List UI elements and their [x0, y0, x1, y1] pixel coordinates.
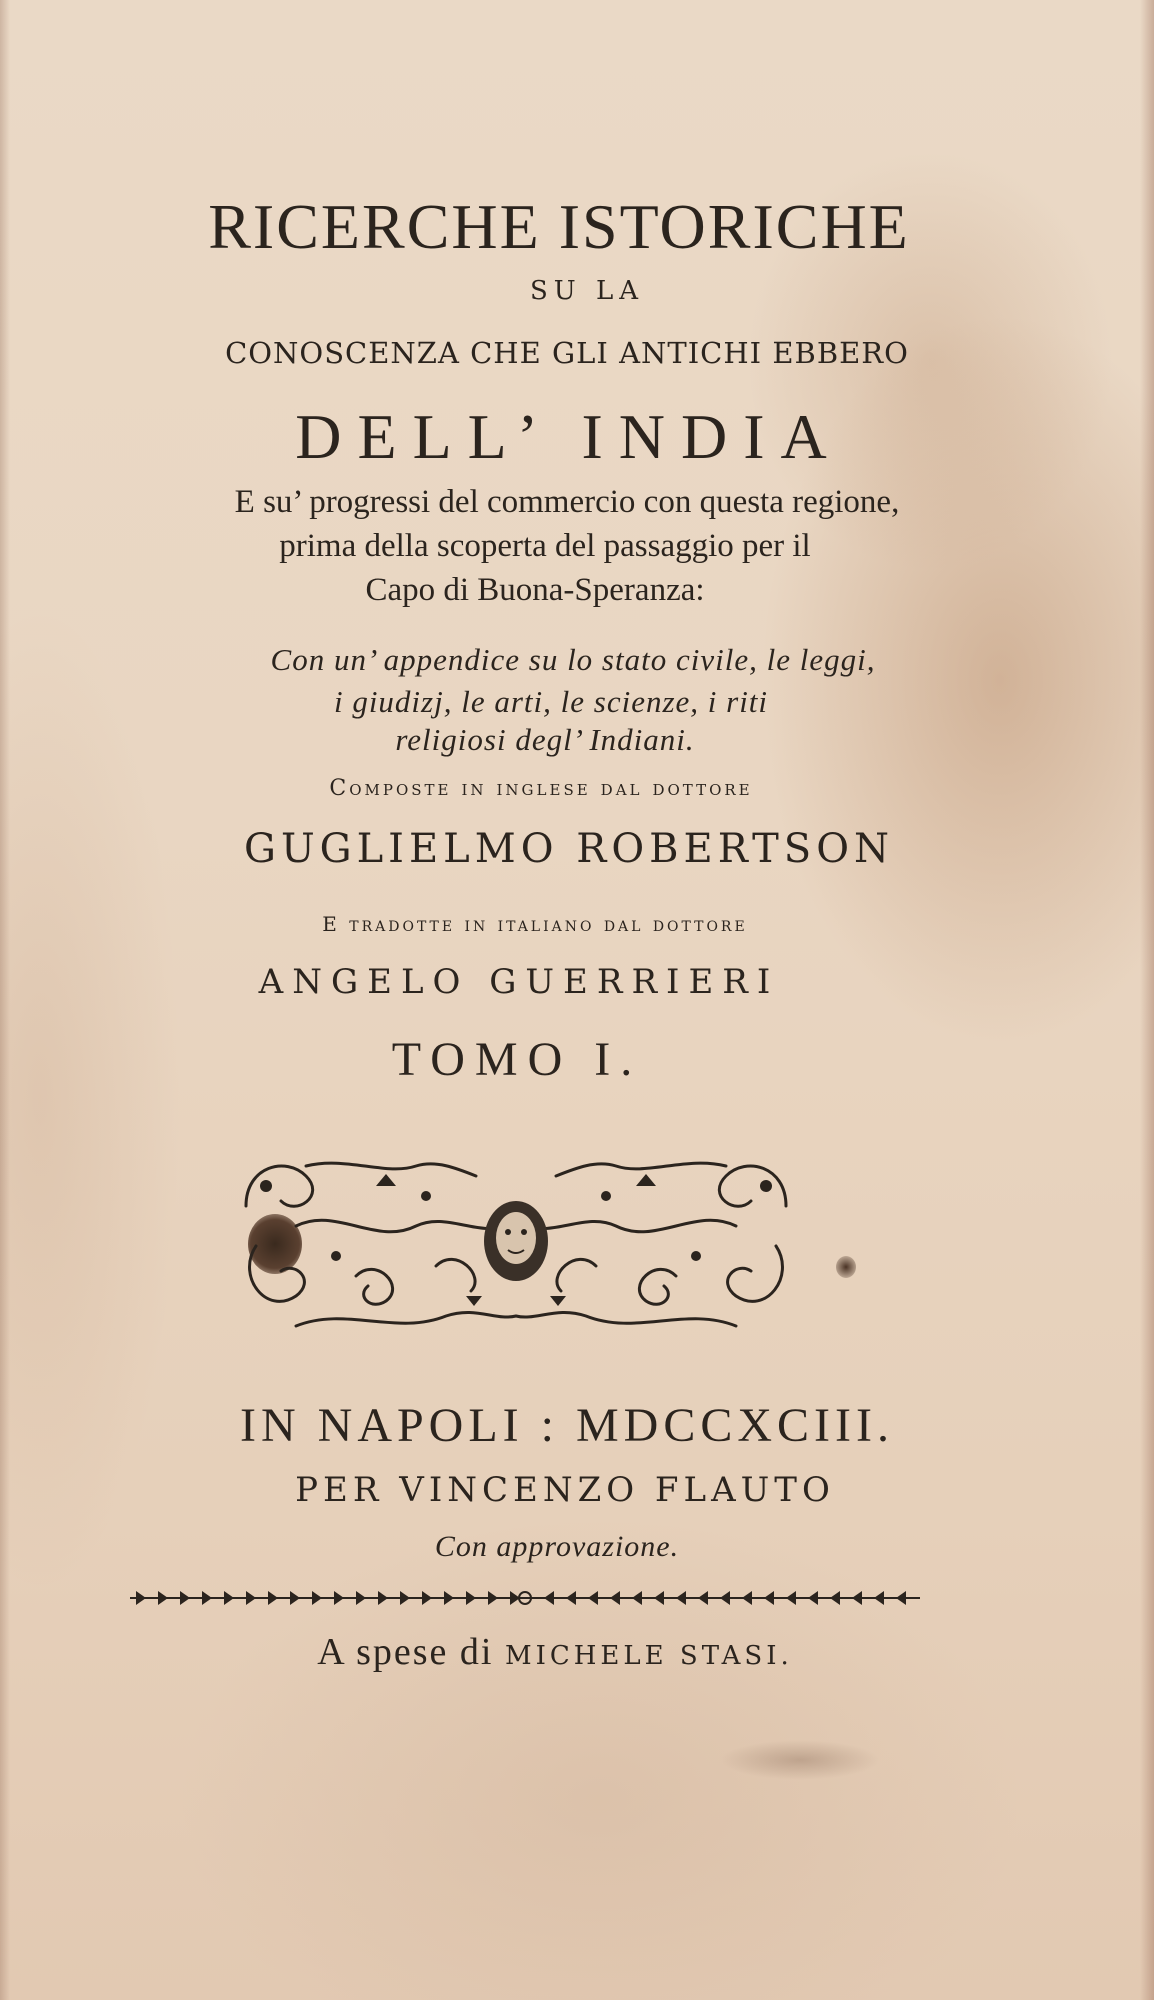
imprint-city-year: IN NAPOLI : MDCCXCIII. [240, 1399, 894, 1452]
woodcut-vignette-icon [236, 1146, 796, 1340]
rule-arrow-mark [158, 1591, 168, 1605]
rule-arrow-mark [588, 1591, 598, 1605]
rule-arrow-mark [202, 1591, 212, 1605]
printer-name: PER VINCENZO FLAUTO [295, 1470, 835, 1510]
volume-label: TOMO I. [391, 1033, 643, 1086]
composed-line: Composte in inglese dal dottore [329, 776, 753, 801]
rule-arrow-mark [808, 1591, 818, 1605]
rule-arrow-mark [720, 1591, 730, 1605]
rule-arrow-mark [852, 1591, 862, 1605]
rule-arrow-mark [268, 1591, 278, 1605]
expense-prefix: A spese di [317, 1631, 494, 1673]
rule-arrow-mark [466, 1591, 476, 1605]
rule-arrow-mark [400, 1591, 410, 1605]
rule-arrow-mark [136, 1591, 146, 1605]
rule-arrow-mark [356, 1591, 366, 1605]
expense-line [0, 1630, 1132, 1674]
rule-arrow-mark [786, 1591, 796, 1605]
approval-line: Con approvazione. [434, 1530, 680, 1563]
rule-arrow-mark [246, 1591, 256, 1605]
rule-arrow-mark [896, 1591, 906, 1605]
rule-arrow-mark [378, 1591, 388, 1605]
author-name: GUGLIELMO ROBERTSON [244, 826, 894, 872]
translator-name: ANGELO GUERRIERI [258, 962, 780, 1002]
appendix-line: i giudizj, le arti, le scienze, i riti [333, 684, 769, 719]
progress-line: prima della scoperta del passaggio per il [279, 528, 811, 564]
main-title: RICERCHE ISTORICHE [208, 191, 910, 262]
rule-arrow-mark [632, 1591, 642, 1605]
rule-arrow-mark [874, 1591, 884, 1605]
rule-arrow-mark [610, 1591, 620, 1605]
rule-arrow-mark [742, 1591, 752, 1605]
subtitle-su-la: SU LA [529, 276, 645, 306]
appendix-line: Con un’ appendice su lo stato civile, le leggi, [270, 642, 876, 677]
rule-arrow-mark [334, 1591, 344, 1605]
rule-arrow-mark [422, 1591, 432, 1605]
subtitle-conoscenza: CONOSCENZA CHE GLI ANTICHI EBBERO [225, 336, 909, 370]
rule-arrow-mark [180, 1591, 190, 1605]
rule-arrow-mark [444, 1591, 454, 1605]
rule-arrow-mark [566, 1591, 576, 1605]
rule-arrow-mark [312, 1591, 322, 1605]
expense-name: MICHELE STASI. [504, 1641, 793, 1671]
translated-line: E tradotte in italiano dal dottore [322, 912, 748, 936]
appendix-line: religiosi degl’ Indiani. [395, 722, 695, 757]
ink-spot [836, 1256, 856, 1278]
rule-arrow-mark [290, 1591, 300, 1605]
rule-arrow-mark [830, 1591, 840, 1605]
rule-arrow-mark [764, 1591, 774, 1605]
progress-line: E su’ progressi del commercio con questa regione, [234, 484, 900, 520]
rule-arrow-mark [676, 1591, 686, 1605]
rule-arrow-mark [698, 1591, 708, 1605]
ornamental-rule-icon [130, 1587, 920, 1609]
subtitle-india: DELL’ INDIA [295, 401, 843, 472]
rule-arrow-mark [488, 1591, 498, 1605]
rule-arrow-mark [224, 1591, 234, 1605]
rule-arrow-mark [544, 1591, 554, 1605]
progress-line: Capo di Buona-Speranza: [365, 572, 705, 608]
ink-spot [720, 1740, 880, 1780]
rule-arrow-mark [654, 1591, 664, 1605]
